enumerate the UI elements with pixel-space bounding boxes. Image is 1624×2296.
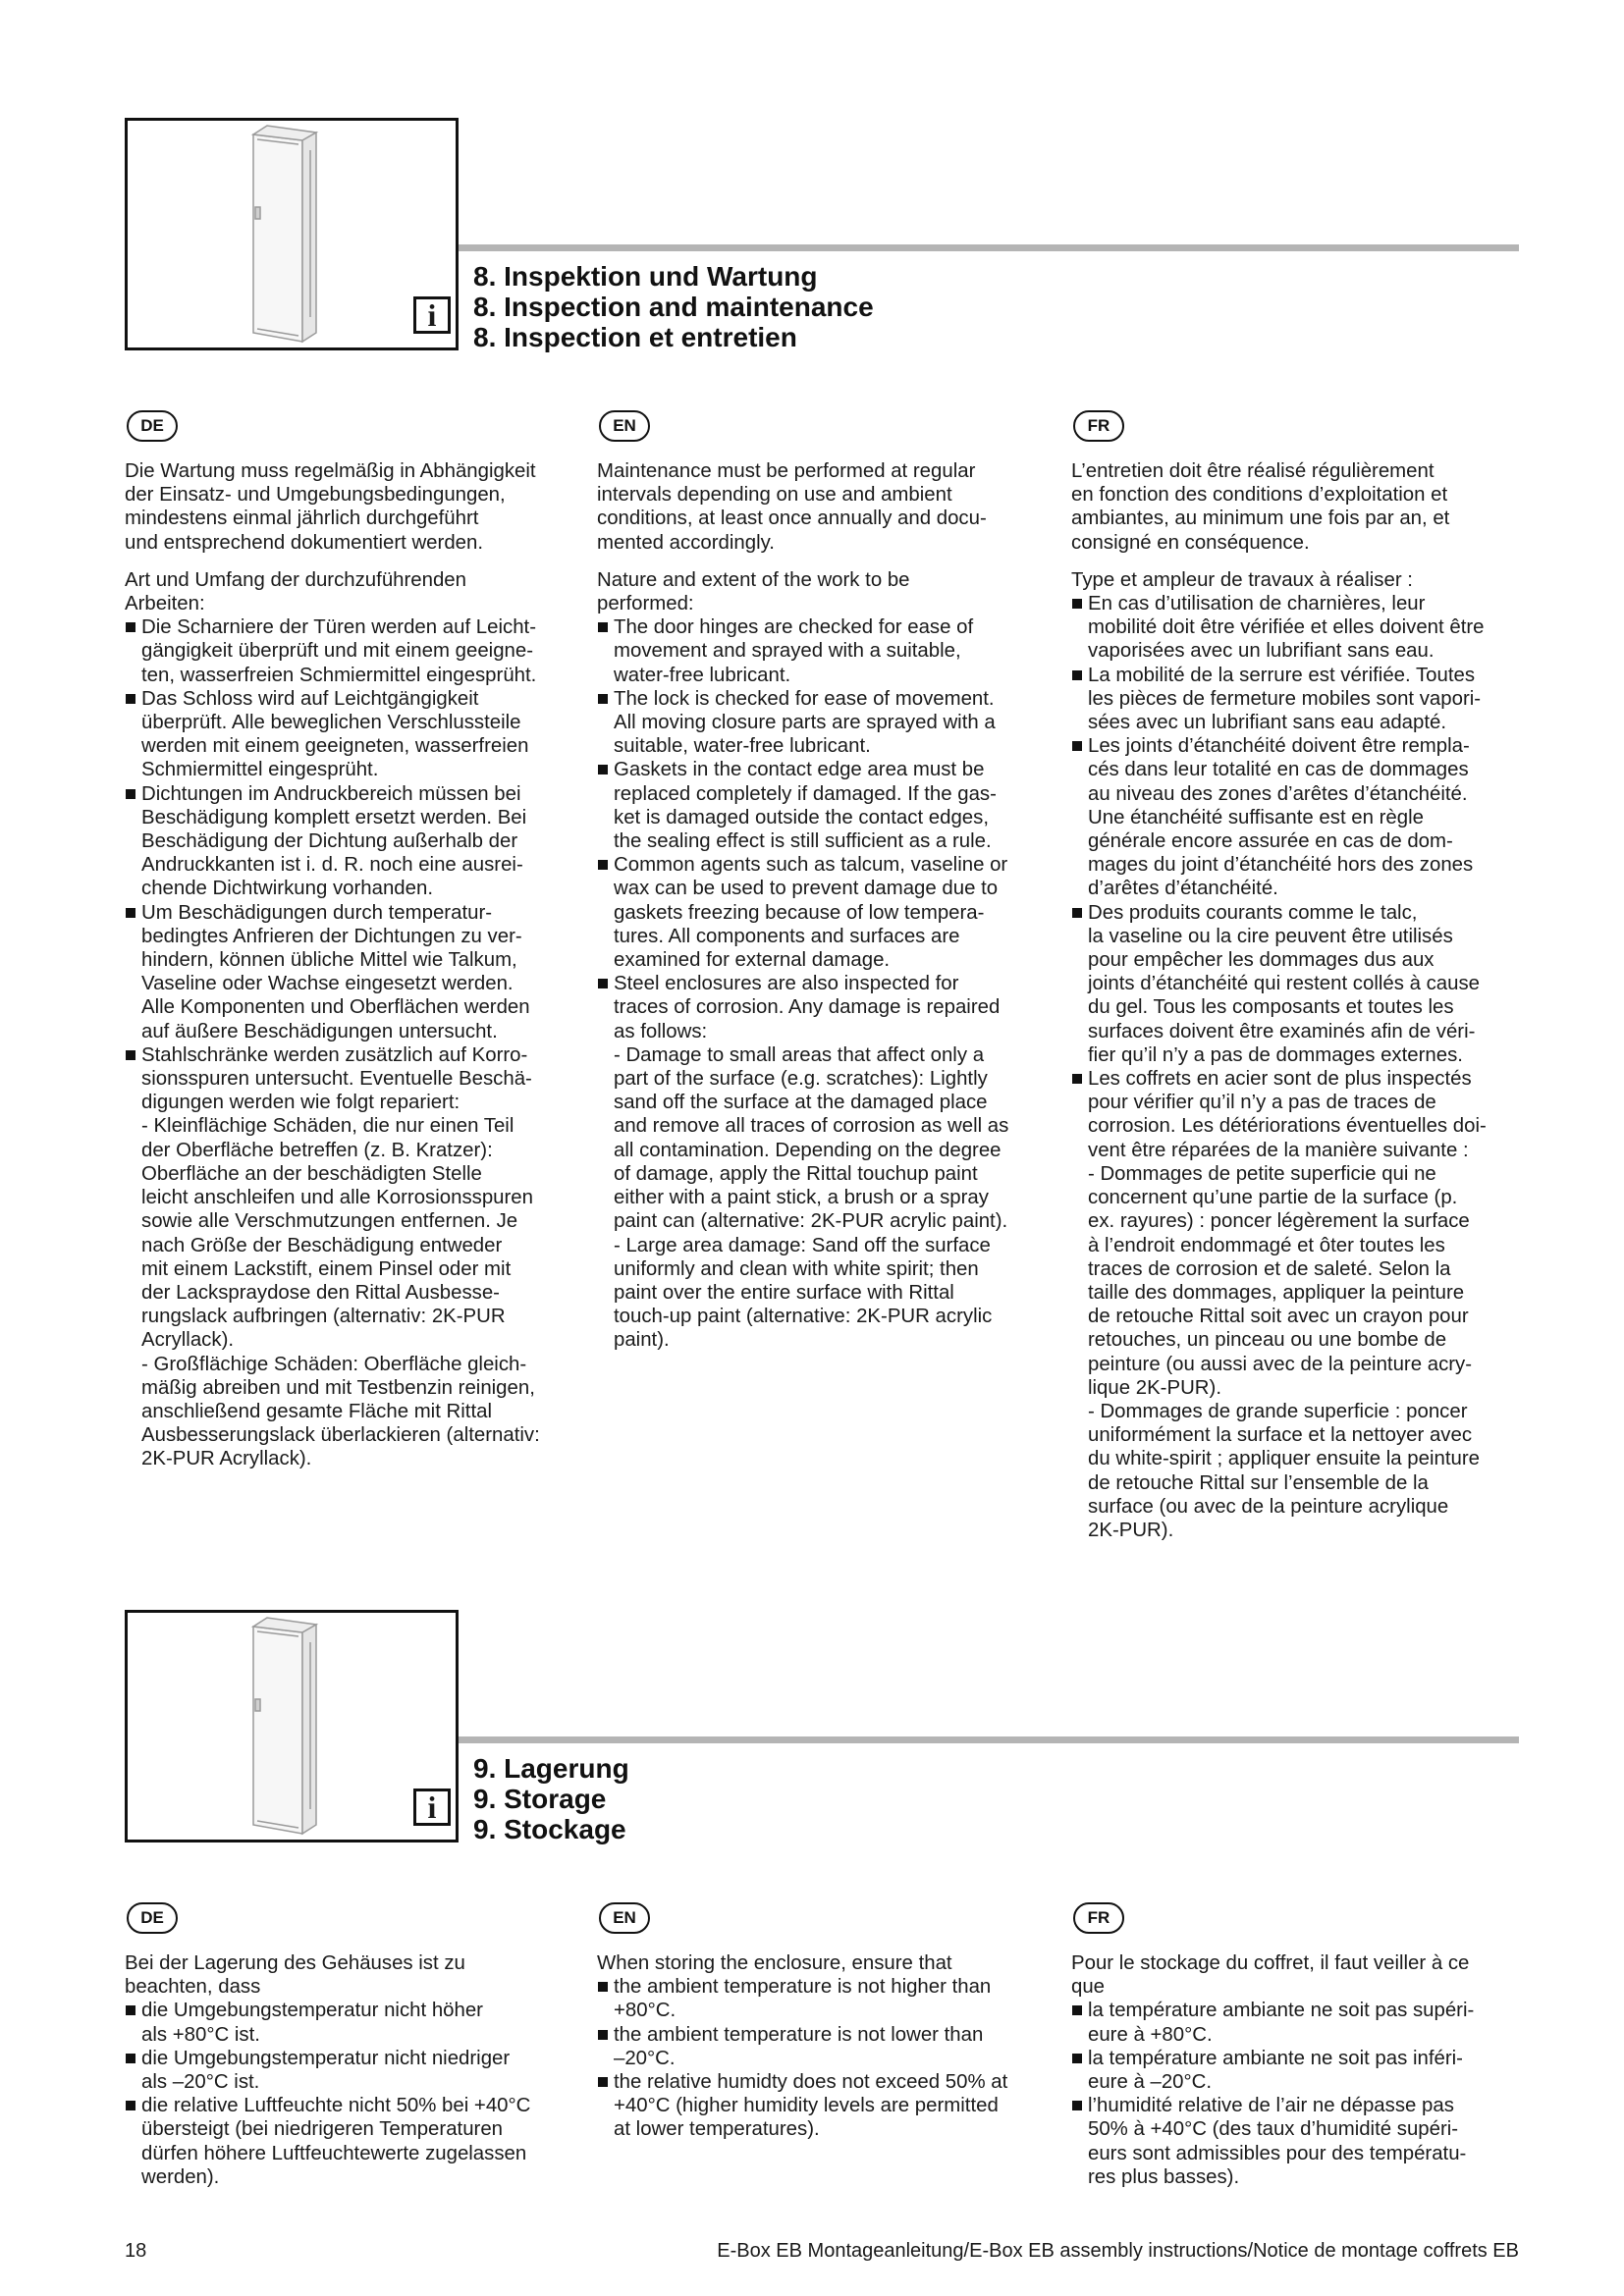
- bullet-list: [597, 1975, 1029, 2141]
- info-icon: i: [413, 1789, 451, 1826]
- section-rule: [459, 1736, 1519, 1743]
- column-fr: [1071, 1902, 1503, 2189]
- list-item: die Umgebungstemperatur nicht niedriger als –20°C ist.: [125, 2047, 557, 2094]
- paragraph: Art und Umfang der durchzuführenden Arbeiten:: [125, 568, 466, 615]
- lang-badge-de: DE: [127, 410, 178, 442]
- paragraph: Nature and extent of the work to be performed:: [597, 568, 910, 615]
- column-en: [597, 1902, 1029, 2142]
- info-icon: i: [413, 296, 451, 334]
- heading-en: 8. Inspection and maintenance: [473, 292, 874, 322]
- list-item: Steel enclosures are also inspected for traces of corrosion. Any damage is repaired as follows: - Damage to small areas that affect only a part of the surface (e.g. scratches): Lightly sand off the surface at the damaged place and remove all traces of corrosion as well as all contamination. Depending on the degree of damage, apply the Rittal touchup paint either with a paint stick, a brush or a spray paint can (alternative: 2K-PUR acrylic paint). - Large area damage: Sand off the surface uniformly and clean with white spirit; then paint over the entire surface with Rittal touch-up paint (alternative: 2K-PUR acrylic paint).: [597, 972, 1029, 1352]
- document-title: E-Box EB Montageanleitung/E-Box EB assembly instructions/Notice de montage coffrets EB: [717, 2240, 1519, 2262]
- heading-en: 9. Storage: [473, 1784, 607, 1814]
- enclosure-illustration: [125, 118, 459, 350]
- lang-badge-fr: FR: [1073, 1902, 1124, 1934]
- paragraph: When storing the enclosure, ensure that: [597, 1952, 952, 1974]
- section-headings: [473, 261, 874, 352]
- list-item: Stahlschränke werden zusätzlich auf Korro- sionsspuren untersucht. Eventuelle Beschä- digungen werden wie folgt repariert: - Kleinflächige Schäden, die nur einen Teil der Oberfläche betreffen (z. B. Kratzer): Oberfläche an der beschädigten Stelle leicht anschleifen und alle Korrosionsspuren sowie alle Verschmutzungen entfernen. Je nach Größe der Beschädigung entweder mit einem Lackstift, einem Pinsel oder mit der Lackspraydose den Rittal Ausbesse- rungslack aufbringen (alternativ: 2K-PUR Acryllack). - Großflächige Schäden: Oberfläche gleich- mäßig abreiben und mit Testbenzin reinigen, anschließend gesamte Fläche mit Rittal Ausbesserungslack überlackieren (alternativ: 2K-PUR Acryllack).: [125, 1043, 557, 1471]
- list-item: Common agents such as talcum, vaseline or wax can be used to prevent damage due to gaskets freezing because of low tempera- tures. All components and surfaces are examined for external damage.: [597, 853, 1029, 972]
- page-number: 18: [125, 2240, 147, 2262]
- list-item: Gaskets in the contact edge area must be replaced completely if damaged. If the gas- ket is damaged outside the contact edges, the sealing effect is still sufficient as a rule.: [597, 758, 1029, 853]
- list-item: The lock is checked for ease of movement. All moving closure parts are sprayed with a suitable, water-free lubricant.: [597, 687, 1029, 759]
- column-en: [597, 410, 1029, 1353]
- bullet-list: [1071, 592, 1503, 1542]
- list-item: Um Beschädigungen durch temperatur- bedingtes Anfrieren der Dichtungen zu ver- hindern, können übliche Mittel wie Talkum, Vaseline oder Wachse eingesetzt werden. Alle Komponenten und Oberflächen werden auf äußere Beschädigungen untersucht.: [125, 901, 557, 1043]
- lang-badge-de: DE: [127, 1902, 178, 1934]
- section-headings: [473, 1753, 629, 1844]
- bullet-list: [1071, 1999, 1503, 2189]
- bullet-list: [125, 615, 557, 1470]
- list-item: Das Schloss wird auf Leichtgängigkeit überprüft. Alle beweglichen Verschlussteile werden mit einem geeigneten, wasserfreien Schmiermittel eingesprüht.: [125, 687, 557, 782]
- column-de: [125, 410, 557, 1471]
- lang-badge-fr: FR: [1073, 410, 1124, 442]
- bullet-list: [125, 1999, 557, 2189]
- column-fr: [1071, 410, 1503, 1542]
- list-item: Les joints d’étanchéité doivent être rempla- cés dans leur totalité en cas de dommages au niveau des zones d’arêtes d’étanchéité. Une étanchéité suffisante est en règle générale encore assurée en cas de dom- mages du joint d’étanchéité hors des zones d’arêtes d’étanchéité.: [1071, 734, 1503, 900]
- paragraph: Bei der Lagerung des Gehäuses ist zu beachten, dass: [125, 1952, 465, 1999]
- paragraph: Pour le stockage du coffret, il faut veiller à ce que: [1071, 1952, 1470, 1999]
- section-rule: [459, 244, 1519, 251]
- column-de: [125, 1902, 557, 2189]
- list-item: die relative Luftfeuchte nicht 50% bei +40°C übersteigt (bei niedrigeren Temperaturen dürfen höhere Luftfeuchtewerte zugelassen werden).: [125, 2094, 557, 2189]
- list-item: la température ambiante ne soit pas supéri- eure à +80°C.: [1071, 1999, 1503, 2046]
- list-item: Les coffrets en acier sont de plus inspectés pour vérifier qu’il n’y a pas de traces de corrosion. Les détériorations éventuelles doi- vent être réparées de la manière suivante : - Dommages de petite superficie qui ne concernent qu’une partie de la surface (p. ex. rayures) : poncer légèrement la surface à l’endroit endommagé et ôter toutes les traces de corrosion et de saleté. Selon la taille des dommages, appliquer la peinture de retouche Rittal soit avec un crayon pour retouches, un pinceau ou une bombe de peinture (ou aussi avec de la peinture acry- lique 2K-PUR). - Dommages de grande superficie : poncer uniformément la surface et la nettoyer avec du white-spirit ; appliquer ensuite la peinture de retouche Rittal sur l’ensemble de la surface (ou avec de la peinture acrylique 2K-PUR).: [1071, 1067, 1503, 1542]
- list-item: la température ambiante ne soit pas inféri- eure à –20°C.: [1071, 2047, 1503, 2094]
- lang-badge-en: EN: [599, 1902, 650, 1934]
- enclosure-drawing: [128, 121, 456, 347]
- list-item: the ambient temperature is not lower than –20°C.: [597, 2023, 1029, 2070]
- list-item: l’humidité relative de l’air ne dépasse pas 50% à +40°C (des taux d’humidité supéri- eurs sont admissibles pour des températu- res plus basses).: [1071, 2094, 1503, 2189]
- list-item: Des produits courants comme le talc, la vaseline ou la cire peuvent être utilisés pour empêcher les dommages dus aux joints d’étanchéité qui restent collés à cause du gel. Tous les composants et toutes les surfaces doivent être examinés afin de véri- fier qu’il n’y a pas de dommages externes.: [1071, 901, 1503, 1067]
- heading-fr: 9. Stockage: [473, 1814, 626, 1844]
- list-item: the ambient temperature is not higher than +80°C.: [597, 1975, 1029, 2022]
- heading-fr: 8. Inspection et entretien: [473, 322, 797, 352]
- enclosure-illustration: [125, 1610, 459, 1842]
- list-item: Dichtungen im Andruckbereich müssen bei Beschädigung komplett ersetzt werden. Bei Beschädigung der Dichtung außerhalb der Andruckkanten ist i. d. R. noch eine ausrei- chende Dichtwirkung vorhanden.: [125, 782, 557, 901]
- list-item: En cas d’utilisation de charnières, leur mobilité doit être vérifiée et elles doivent être vaporisées avec un lubrifiant sans eau.: [1071, 592, 1503, 664]
- heading-de: 9. Lagerung: [473, 1753, 629, 1784]
- paragraph: Maintenance must be performed at regular intervals depending on use and ambient conditions, at least once annually and docu- mented accordingly.: [597, 460, 987, 554]
- paragraph: L’entretien doit être réalisé régulièrement en fonction des conditions d’exploitation et ambiantes, au minimum une fois par an, et consigné en conséquence.: [1071, 460, 1450, 554]
- list-item: die Umgebungstemperatur nicht höher als +80°C ist.: [125, 1999, 557, 2046]
- enclosure-drawing: [128, 1613, 456, 1840]
- list-item: Die Scharniere der Türen werden auf Leicht- gängigkeit überprüft und mit einem geeigne- ten, wasserfreien Schmiermittel eingesprüht.: [125, 615, 557, 687]
- paragraph: Type et ampleur de travaux à réaliser :: [1071, 568, 1413, 591]
- bullet-list: [597, 615, 1029, 1352]
- list-item: the relative humidty does not exceed 50% at +40°C (higher humidity levels are permitted at lower temperatures).: [597, 2070, 1029, 2142]
- list-item: La mobilité de la serrure est vérifiée. Toutes les pièces de fermeture mobiles sont vapori- sées avec un lubrifiant sans eau adapté.: [1071, 664, 1503, 735]
- lang-badge-en: EN: [599, 410, 650, 442]
- paragraph: Die Wartung muss regelmäßig in Abhängigkeit der Einsatz- und Umgebungsbedingungen, mindestens einmal jährlich durchgeführt und entsprechend dokumentiert werden.: [125, 460, 536, 554]
- heading-de: 8. Inspektion und Wartung: [473, 261, 818, 292]
- list-item: The door hinges are checked for ease of movement and sprayed with a suitable, water-free lubricant.: [597, 615, 1029, 687]
